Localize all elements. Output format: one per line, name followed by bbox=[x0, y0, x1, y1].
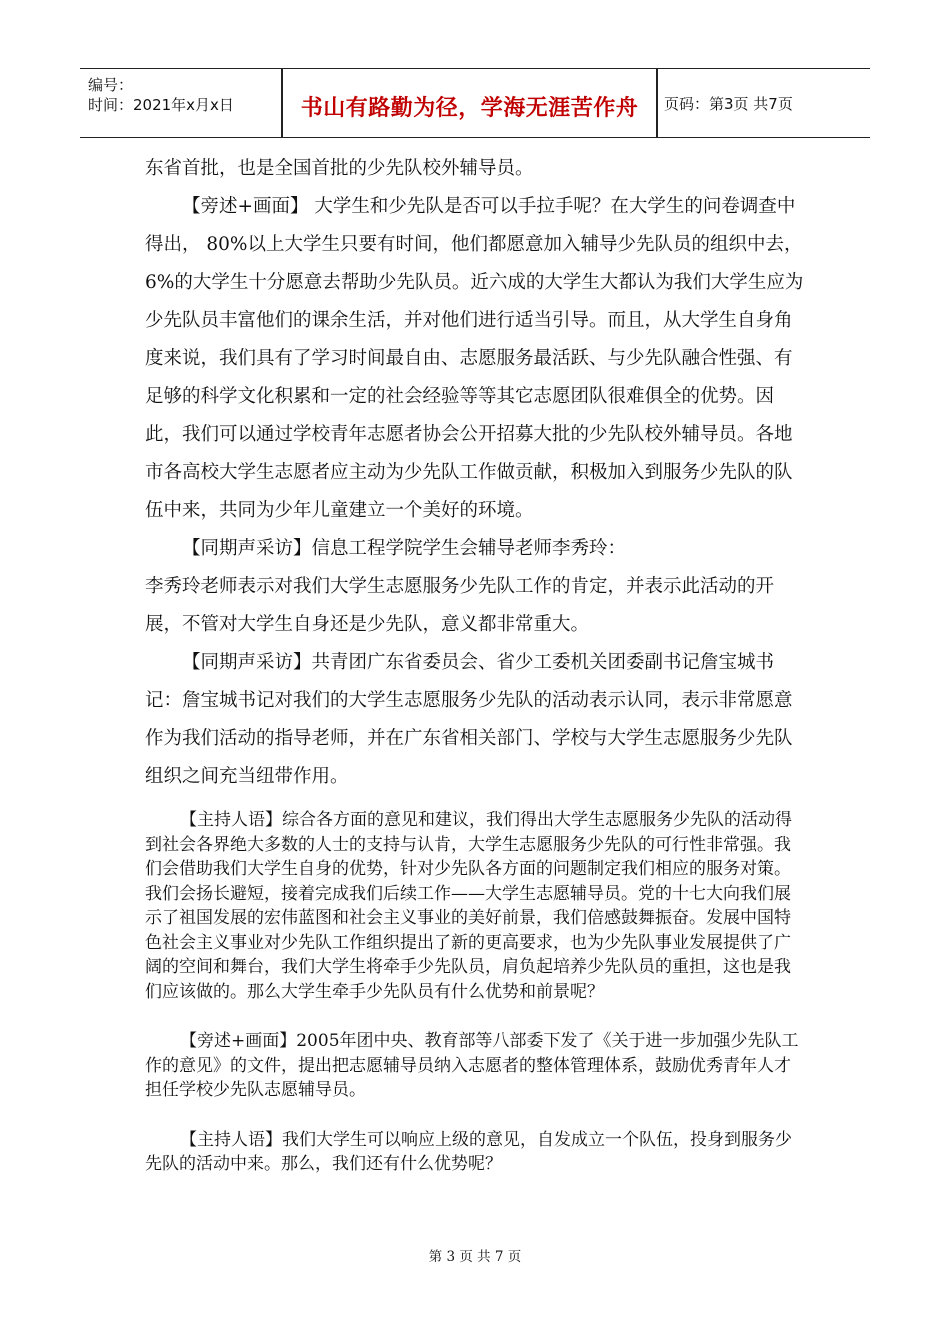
header-meta bbox=[88, 75, 278, 115]
paragraph: 【旁述+画面】2005年团中央、教育部等八部委下发了《关于进一步加强少先队工作的意见》的文件，提出把志愿辅导员纳入志愿者的整体管理体系，鼓励优秀青年人才担任学校少先队志愿辅导员。 bbox=[145, 1031, 799, 1100]
paragraph: 【同期声采访】共青团广东省委员会、省少工委机关团委副书记詹宝城书记：詹宝城书记对我们的大学生志愿服务少先队的活动表示认同，表示非常愿意作为我们活动的指导老师，并在广东省相关部门、学校与大学生志愿服务少先队组织之间充当纽带作用。 bbox=[145, 652, 793, 787]
header-divider bbox=[656, 69, 658, 137]
header-page-label: 页码：第3页 共7页 bbox=[664, 95, 793, 113]
paragraph: 【同期声采访】信息工程学院学生会辅导老师李秀玲： bbox=[182, 538, 627, 559]
date-label: 时间：2021年x月x日 bbox=[88, 96, 234, 114]
lower-text bbox=[145, 808, 805, 1202]
paragraph: 【主持人语】综合各方面的意见和建议，我们得出大学生志愿服务少先队的活动得到社会各界绝大多数的人士的支持与认肯，大学生志愿服务少先队的可行性非常强。我们会借助我们大学生自身的优势，针对少先队各方面的问题制定我们相应的服务对策。我们会扬长避短，接着完成我们后续工作——大学生志愿辅导员。党的十七大向我们展示了祖国发展的宏伟蓝图和社会主义事业的美好前景，我们倍感鼓舞振奋。发展中国特色社会主义事业对少先队工作组织提出了新的更高要求，也为少先队事业发展提供了广阔的空间和舞台，我们大学生将牵手少先队员，肩负起培养少先队员的重担，这也是我们应该做的。那么大学生牵手少先队员有什么优势和前景呢？ bbox=[145, 810, 792, 1002]
paragraph: 李秀玲老师表示对我们大学生志愿服务少先队工作的肯定，并表示此活动的开展，不管对大学生自身还是少先队，意义都非常重大。 bbox=[145, 576, 775, 635]
main-text bbox=[145, 150, 805, 796]
page-footer: 第 3 页 共 7 页 bbox=[428, 1249, 522, 1265]
page-header bbox=[80, 68, 870, 138]
paragraph: 东省首批，也是全国首批的少先队校外辅导员。 bbox=[145, 158, 534, 179]
number-label: 编号： bbox=[88, 76, 134, 94]
header-motto: 书山有路勤为径，学海无涯苦作舟 bbox=[300, 96, 639, 121]
paragraph: 【主持人语】我们大学生可以响应上级的意见，自发成立一个队伍，投身到服务少先队的活动中来。那么，我们还有什么优势呢？ bbox=[145, 1129, 792, 1174]
paragraph: 【旁述+画面】 大学生和少先队是否可以手拉手呢？在大学生的问卷调查中得出， 80%以上大学生只要有时间，他们都愿意加入辅导少先队员的组织中去，6%的大学生十分愿意去帮助少先队员。近六成的大学生大都认为我们大学生应为少先队员丰富他们的课余生活，并对他们进行适当引导。而且，从大学生自身角度来说，我们具有了学习时间最自由、志愿服务最活跃、与少先队融合性强、有足够的科学文化积累和一定的社会经验等等其它志愿团队很难俱全的优势。因此，我们可以通过学校青年志愿者协会公开招募大批的少先队校外辅导员。各地市各高校大学生志愿者应主动为少先队工作做贡献，积极加入到服务少先队的队伍中来，共同为少年儿童建立一个美好的环境。 bbox=[145, 196, 804, 521]
